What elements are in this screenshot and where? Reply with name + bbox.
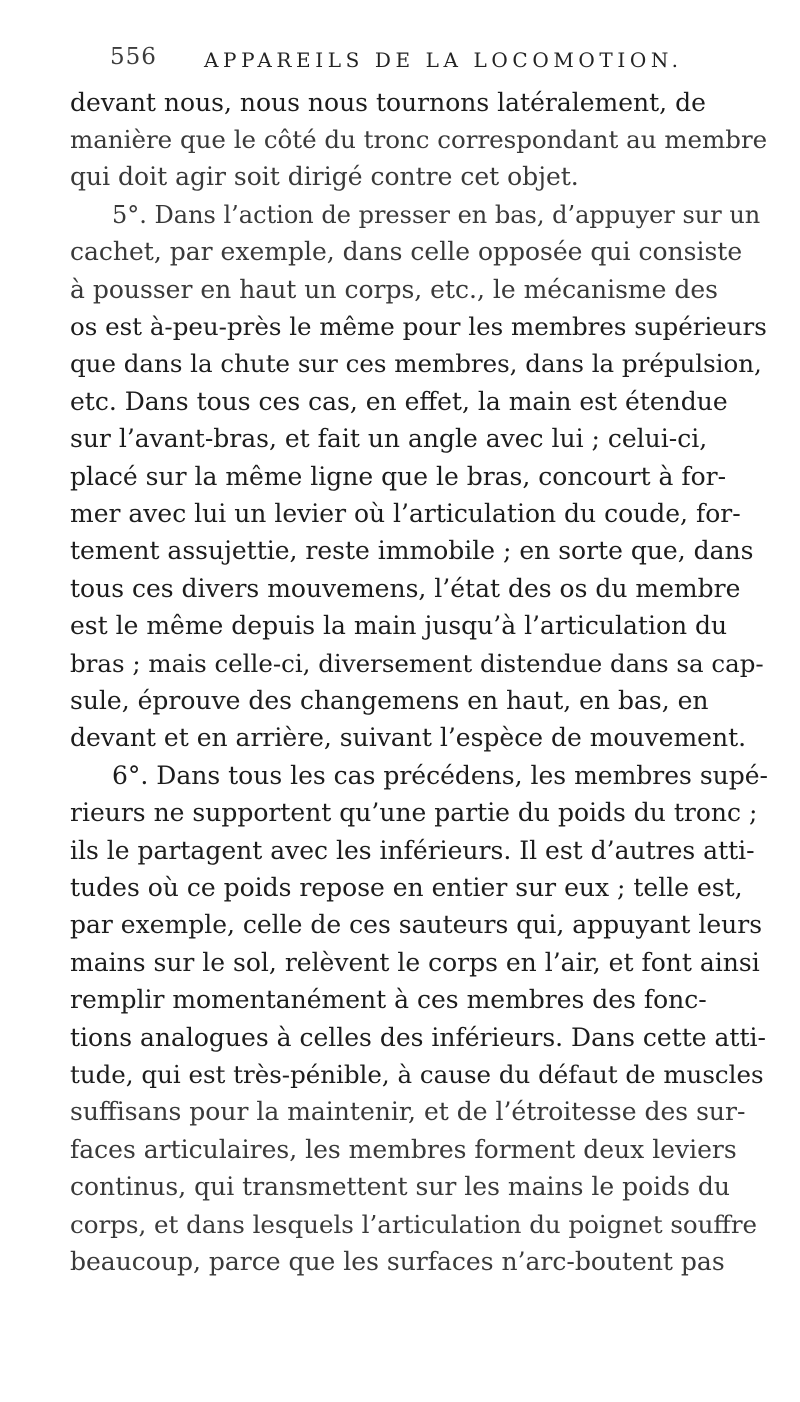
text-line: est le même depuis la main jusqu’à l’articulation du xyxy=(70,611,728,640)
text-line: 6°. Dans tous les cas précédens, les membres supé- xyxy=(112,761,768,790)
text-line: os est à-peu-près le même pour les membres supérieurs xyxy=(70,312,767,341)
text-line: bras ; mais celle-ci, diversement distendue dans sa cap- xyxy=(70,649,764,678)
text-line: tions analogues à celles des inférieurs. Dans cette atti- xyxy=(70,1023,766,1052)
text-line: tude, qui est très-pénible, à cause du défaut de muscles xyxy=(70,1060,764,1089)
page-header xyxy=(76,44,776,84)
text-line: rieurs ne supportent qu’une partie du poids du tronc ; xyxy=(70,798,758,827)
text-line: beaucoup, parce que les surfaces n’arc-boutent pas xyxy=(70,1247,725,1276)
text-line: manière que le côté du tronc correspondant au membre xyxy=(70,125,768,154)
text-line: faces articulaires, les membres forment deux leviers xyxy=(70,1135,737,1164)
running-head: APPAREILS DE LA LOCOMOTION. xyxy=(204,48,683,72)
text-line: tous ces divers mouvemens, l’état des os du membre xyxy=(70,574,741,603)
text-line: corps, et dans lesquels l’articulation du poignet souffre xyxy=(70,1210,758,1239)
text-line: que dans la chute sur ces membres, dans la prépulsion, xyxy=(70,349,762,378)
text-line: etc. Dans tous ces cas, en effet, la main est étendue xyxy=(70,387,728,416)
text-line: qui doit agir soit dirigé contre cet objet. xyxy=(70,162,579,191)
text-line: suffisans pour la maintenir, et de l’étroitesse des sur- xyxy=(70,1097,746,1126)
text-line: sule, éprouve des changemens en haut, en bas, en xyxy=(70,686,709,715)
text-line: à pousser en haut un corps, etc., le mécanisme des xyxy=(70,275,719,304)
text-line: tement assujettie, reste immobile ; en sorte que, dans xyxy=(70,536,754,565)
text-line: sur l’avant-bras, et fait un angle avec lui ; celui-ci, xyxy=(70,424,708,453)
text-line: mer avec lui un levier où l’articulation du coude, for- xyxy=(70,499,741,528)
page-number: 556 xyxy=(110,44,157,70)
text-line: placé sur la même ligne que le bras, concourt à for- xyxy=(70,462,727,491)
text-line: cachet, par exemple, dans celle opposée qui consiste xyxy=(70,237,743,266)
text-line: continus, qui transmettent sur les mains le poids du xyxy=(70,1172,731,1201)
text-line: remplir momentanément à ces membres des fonc- xyxy=(70,985,707,1014)
text-line: devant nous, nous nous tournons latéralement, de xyxy=(70,88,706,117)
text-line: devant et en arrière, suivant l’espèce de mouvement. xyxy=(70,723,747,752)
text-line: ils le partagent avec les inférieurs. Il est d’autres atti- xyxy=(70,836,755,865)
text-line: mains sur le sol, relèvent le corps en l’air, et font ainsi xyxy=(70,948,760,977)
text-line: par exemple, celle de ces sauteurs qui, appuyant leurs xyxy=(70,910,763,939)
text-line: 5°. Dans l’action de presser en bas, d’appuyer sur un xyxy=(112,201,761,229)
text-line: tudes où ce poids repose en entier sur eux ; telle est, xyxy=(70,873,743,902)
